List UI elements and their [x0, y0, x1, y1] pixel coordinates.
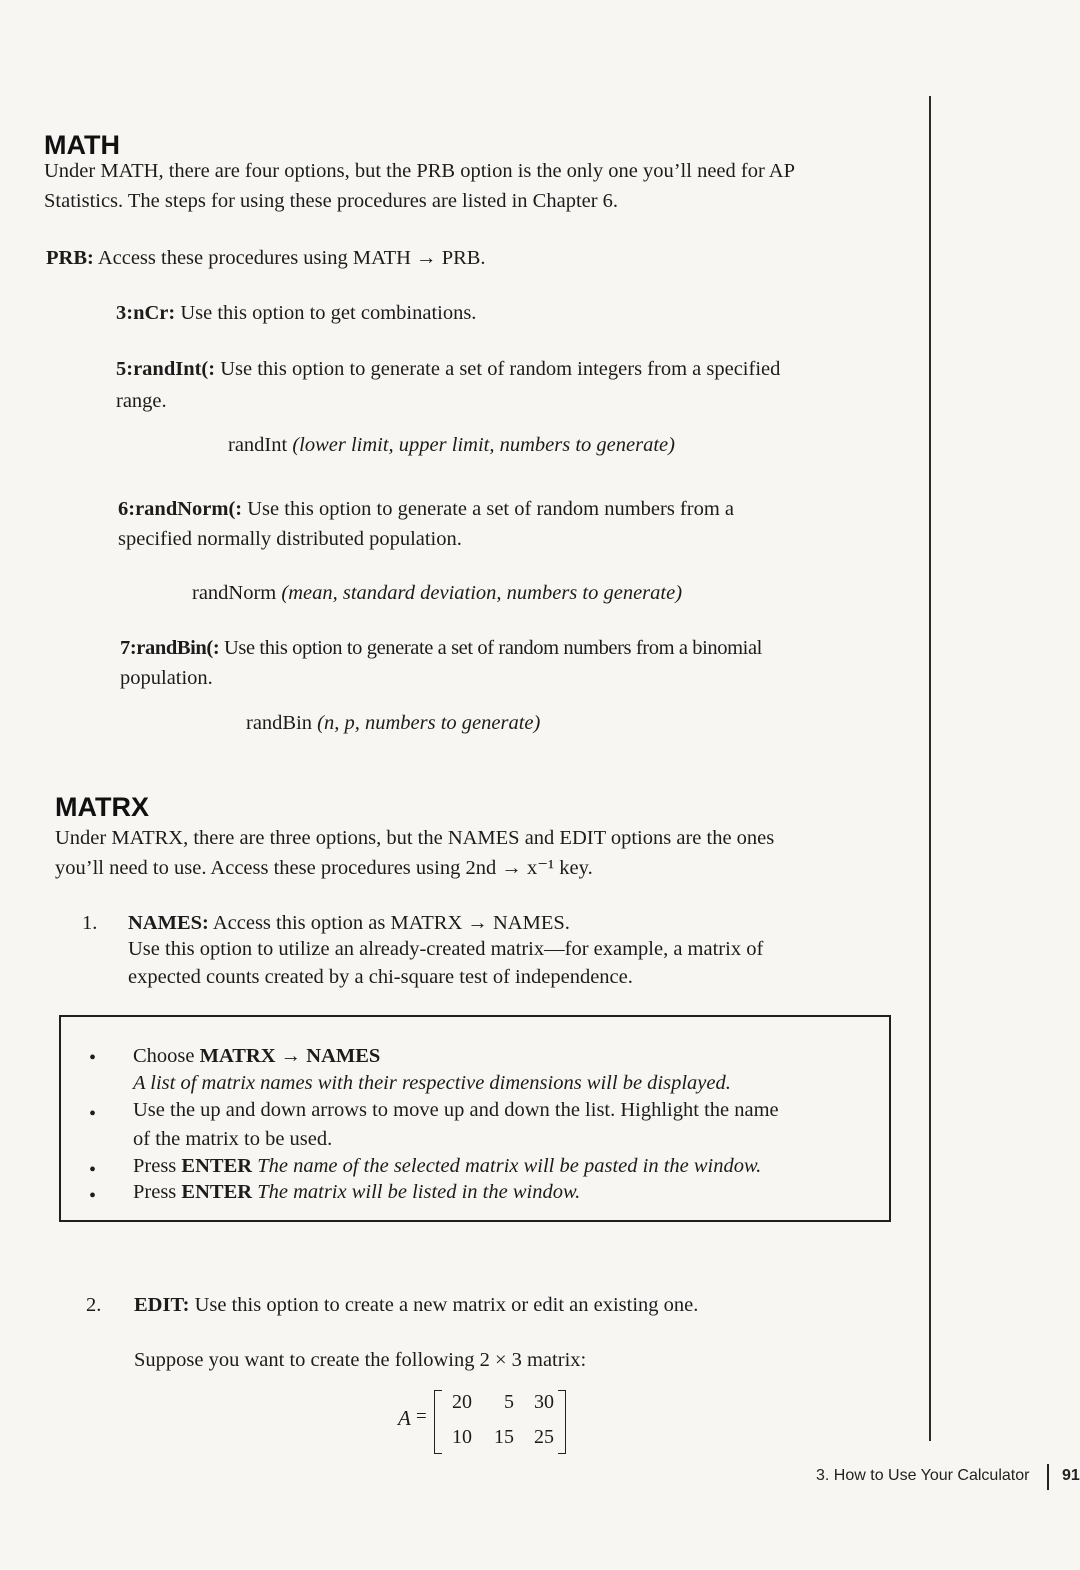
- item-randbin-label: 7:randBin(:: [120, 637, 220, 659]
- item-randint-label: 5:randInt(:: [116, 358, 216, 380]
- item-randint: [116, 354, 780, 385]
- matrx-intro-line2: you’ll need to use. Access these procedures using 2nd → x⁻¹ key.: [55, 857, 593, 879]
- matrix-cell: 15: [494, 1426, 514, 1448]
- step1-number: 1.: [82, 912, 98, 934]
- box-bold: ENTER: [181, 1155, 253, 1177]
- step2-label: EDIT:: [134, 1294, 190, 1316]
- item-randbin: [120, 633, 762, 664]
- box-bullet-1-line2: A list of matrix names with their respective dimensions will be displayed.: [133, 1072, 731, 1094]
- box-italic: The matrix will be listed in the window.: [252, 1181, 581, 1203]
- randint-syntax-args: (lower limit, upper limit, numbers to generate): [292, 434, 675, 456]
- box-bullet-1-line1: [133, 1045, 380, 1068]
- matrix-cell: 5: [504, 1391, 514, 1413]
- bullet-1: •: [89, 1047, 97, 1069]
- footer-divider: [1047, 1464, 1049, 1490]
- bullet-2: •: [89, 1103, 97, 1125]
- page-number: 91: [1062, 1467, 1080, 1484]
- box-text: Press: [133, 1155, 182, 1177]
- item-randbin-line2: population.: [120, 667, 213, 689]
- box-text: Choose: [133, 1045, 200, 1067]
- randint-syntax: [228, 430, 675, 461]
- step1-text: Access this option as MATRX → NAMES.: [208, 912, 570, 934]
- prb-label: PRB:: [46, 247, 94, 269]
- box-bullet-4-line1: [133, 1181, 580, 1204]
- item-randnorm-text: Use this option to generate a set of random numbers from a: [242, 498, 734, 520]
- item-randint-text: Use this option to generate a set of random integers from a specified: [215, 358, 781, 380]
- box-text: Press: [133, 1181, 182, 1203]
- step2-number: 2.: [86, 1294, 102, 1316]
- step2-line1: [134, 1290, 698, 1321]
- matrix-name: A: [398, 1406, 411, 1430]
- item-ncr-text: Use this option to get combinations.: [175, 302, 477, 324]
- step1-label: NAMES:: [128, 912, 209, 934]
- box-bullet-3-line1: [133, 1155, 761, 1178]
- randnorm-syntax-fn: randNorm: [192, 582, 277, 604]
- randnorm-syntax-args: (mean, standard deviation, numbers to generate): [281, 582, 683, 604]
- item-randnorm: [118, 494, 734, 525]
- box-bullet-2-line2: of the matrix to be used.: [133, 1128, 333, 1150]
- item-randbin-text: Use this option to generate a set of random numbers from a binomial: [219, 637, 762, 659]
- matrix-cell: 20: [452, 1391, 472, 1413]
- step1-line3: expected counts created by a chi-square test of independence.: [128, 966, 633, 988]
- prb-text: Access these procedures using MATH → PRB.: [93, 247, 486, 269]
- box-bold: ENTER: [181, 1181, 253, 1203]
- step1-line2: Use this option to utilize an already-created matrix—for example, a matrix of: [128, 938, 764, 960]
- math-heading: MATH: [44, 130, 120, 160]
- matrix-cell: 10: [452, 1426, 472, 1448]
- step2-text: Use this option to create a new matrix or edit an existing one.: [189, 1294, 699, 1316]
- item-randint-line2: range.: [116, 390, 167, 412]
- box-bold: MATRX → NAMES: [199, 1045, 381, 1067]
- matrix-cell: 25: [534, 1426, 554, 1448]
- randbin-syntax: [246, 708, 540, 739]
- item-ncr-label: 3:nCr:: [116, 302, 176, 324]
- randbin-syntax-fn: randBin: [246, 712, 313, 734]
- step2-suppose: Suppose you want to create the following 2 × 3 matrix:: [134, 1349, 587, 1371]
- footer-chapter: 3. How to Use Your Calculator: [816, 1467, 1030, 1484]
- names-steps-box: [59, 1015, 891, 1222]
- matrix-cell: 30: [534, 1391, 554, 1413]
- math-intro-line2: Statistics. The steps for using these procedures are listed in Chapter 6.: [44, 190, 619, 212]
- randnorm-syntax: [192, 578, 682, 609]
- math-intro-line1: Under MATH, there are four options, but the PRB option is the only one you’ll need for AP: [44, 160, 795, 182]
- matrix-right-bracket: [558, 1390, 566, 1454]
- matrix-a: [398, 1388, 578, 1454]
- bullet-3: •: [89, 1159, 97, 1181]
- matrix-equals: =: [416, 1406, 427, 1427]
- item-randnorm-label: 6:randNorm(:: [118, 498, 243, 520]
- margin-rule: [929, 96, 931, 1441]
- matrx-intro-line1: Under MATRX, there are three options, but the NAMES and EDIT options are the ones: [55, 827, 775, 849]
- randint-syntax-fn: randInt: [228, 434, 288, 456]
- bullet-4: •: [89, 1185, 97, 1207]
- box-bullet-2-line1: Use the up and down arrows to move up and down the list. Highlight the name: [133, 1099, 779, 1121]
- item-randnorm-line2: specified normally distributed population.: [118, 528, 462, 550]
- randbin-syntax-args: (n, p, numbers to generate): [317, 712, 541, 734]
- prb-line: [46, 243, 486, 274]
- box-italic: The name of the selected matrix will be pasted in the window.: [252, 1155, 762, 1177]
- item-ncr: [116, 298, 476, 329]
- matrx-heading: MATRX: [55, 792, 149, 822]
